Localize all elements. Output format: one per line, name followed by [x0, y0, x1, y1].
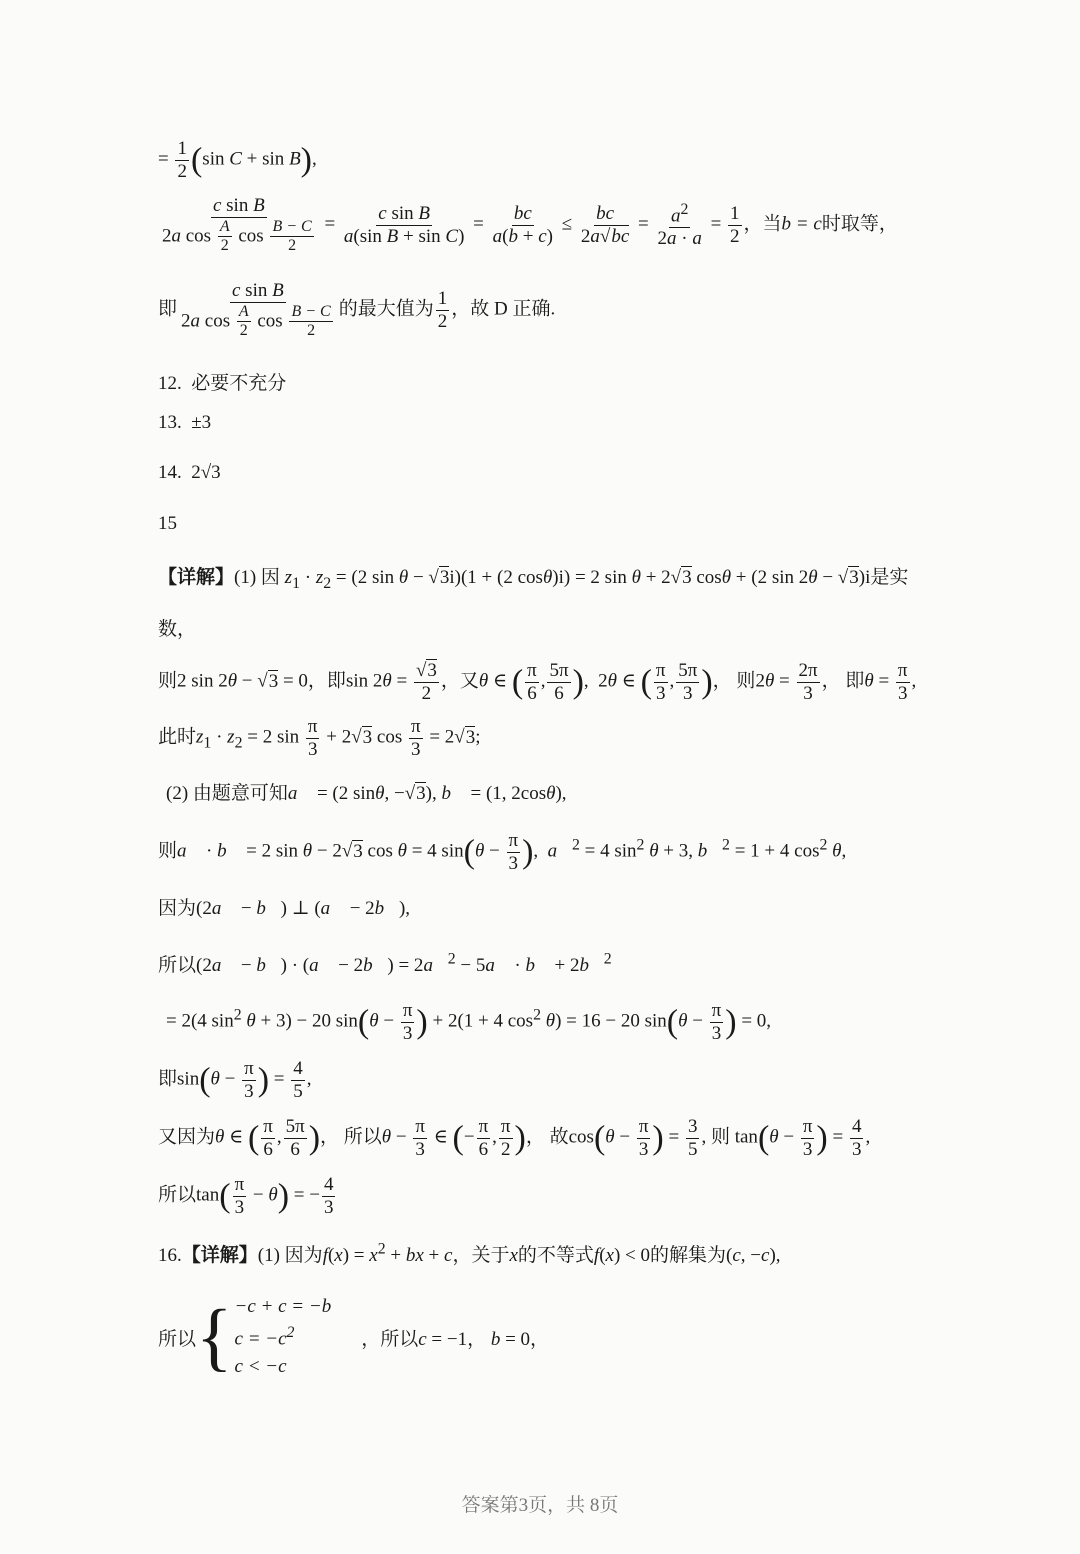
q15-part2-line-7: 又因为θ ∈ ( $\frac{\pi}{6}$ , $\frac{5\pi}{6}$ )， 所以θ − $\frac{\pi}{3}$ ∈ (− $\frac{\pi}{6}$ , $\frac{\pi}{2}$ )， 故cos(θ − $\frac{\pi}{3}$ ) = $\frac{3}{5}$ , 则 tan(θ − $\frac{\pi}{3}$ ) = $\frac{4}{3}$ , [158, 1116, 871, 1160]
text-youyinwei: 又因为 [158, 1126, 216, 1148]
text-suoyi: 所以 [158, 955, 197, 976]
text-ji: 即 [158, 298, 178, 320]
text-suoyi2: ， 所以 [320, 1126, 382, 1148]
q15-line-2 [158, 614, 196, 641]
q15-part1: (1) 因 [234, 567, 280, 588]
answer-13-num: 13. [158, 412, 182, 433]
eq-line-3: 即 c sin B 2a cos $\frac{A}{2}$ cos $\frac{B - C}{2}$ 的最大值为 $\frac{1}{2}$ ，故 D 正确. [158, 280, 556, 340]
text-ze3: 则 [158, 840, 178, 862]
answer-12-text: 必要不充分 [191, 373, 287, 394]
text-max: 的最大值为 [338, 298, 434, 320]
text-gu: ， 故 [525, 1126, 569, 1148]
equality-condition: b = c [781, 213, 822, 235]
answer-16-head: 【详解】 [181, 1245, 258, 1266]
text-yinwei: 因为 [158, 898, 197, 919]
q15-part2-line-4: 所以(2a⃗ − b⃗) · (a⃗ − 2b⃗) = 2a⃗$^2$ − 5a⃗ · b⃗ + 2b⃗$^2$ [158, 950, 612, 976]
q15-part2-line-6: 即sin(θ − $\frac{\pi}{3}$ ) = $\frac{4}{5}$ , [158, 1058, 312, 1102]
answer-16-part1: (1) [257, 1245, 280, 1266]
page-footer: 答案第3页，共 8页 [461, 1495, 619, 1516]
q15-part2-line-8: 所以tan( $\frac{\pi}{3}$ − θ) = − $\frac{4}{3}$ [158, 1174, 334, 1218]
q15-line-3: 则2 sin 2θ − √3 = 0，即sin 2θ = $\frac{√3}{2}$ ，又θ ∈ ( $\frac{\pi}{6}$ , $\frac{5\pi}{6}$ ), 2θ ∈ ( $\frac{\pi}{3}$ , $\frac{5\pi}{3}$ )， 则2θ = $\frac{2\pi}{3}$ ， 即θ = $\frac{\pi}{3}$ , [158, 660, 917, 704]
text-d-correct: ，故 D 正确. [451, 298, 556, 320]
detail-header: 【详解】 [158, 567, 235, 588]
answer-12 [158, 368, 286, 395]
text-q16c: 的不等式 [517, 1245, 594, 1266]
text-ze: 则 [158, 670, 178, 692]
text-ji2: ， 即 [821, 670, 865, 692]
answer-15-num: 15 [158, 513, 177, 534]
answer-13 [158, 412, 211, 434]
answer-16-line-1: 16.【详解】(1) 因为$f(x) = x^2$ + bx + c，关于x的不等式f(x) < 0的解集为(c, −c), [158, 1240, 781, 1266]
answer-15-label [158, 513, 177, 535]
text-q16e: 所以 [158, 1328, 197, 1350]
eq-line-1: = $\frac{1}{2}$ (sin C + sin B), [158, 138, 317, 182]
answer-16-num: 16. [158, 1245, 182, 1266]
answer-14-num: 14. [158, 462, 182, 483]
equation-system: −c + c = −b $c = -c^2$ c < −c [234, 1296, 332, 1378]
q15-part2: (2) 由题意可知 [166, 783, 288, 804]
text-you: ，又 [440, 670, 479, 692]
text-q16f: ，所以 [361, 1328, 419, 1350]
text-q16d: 的解集为 [650, 1245, 727, 1266]
eq-line-2: c sin B 2a cos $\frac{A}{2}$ cos $\frac{B - C}{2}$ = $\frac{\text{c sin B}}{\text{a(sin B + sin C)}}$ = $\frac{bc}{a(b + c)}$ ≤ $\frac{bc}{2a√bc}$ = $\frac{a^2}{2a \cdot a}$ = $\frac{1}{2}$ ，当b = c时取等， [162, 195, 898, 255]
text-ji3: 即 [158, 1068, 178, 1090]
equality-note: ，当 [743, 213, 782, 235]
q15-line-4: 此时$z_1 \cdot z_2 = 2$ sin $\frac{\pi}{3}$ + 2√3 cos $\frac{\pi}{3}$ = 2√3; [158, 716, 481, 760]
answer-13-text: ±3 [191, 412, 212, 433]
text-cishi: 此时 [158, 726, 197, 748]
text-suoyi3: 所以 [158, 1184, 197, 1206]
q15-part2-line-2: 则a⃗ · b⃗ = 2 sin θ − 2√3 cos θ = 4 sin(θ − $\frac{\pi}{3}$ ), a⃗$^2$ = 4 $\sin^2 \theta + 3$, b⃗$^2$ = 1 + 4 $\cos^2 \theta$, [158, 830, 847, 874]
equality-tail: 时取等， [821, 213, 898, 235]
text-ze2: ， 则 [712, 670, 756, 692]
answer-14-text: 2√3 [191, 462, 221, 483]
q15-part2-line-5: = 2(4 $\sin^2 \theta + 3) - 20$ sin(θ − $\frac{\pi}{3}$ ) + 2(1 + 4 $\cos^2 \theta) = 16 - 20$ sin(θ − $\frac{\pi}{3}$ ) = 0, [166, 1000, 772, 1044]
answer-14 [158, 462, 221, 484]
text-jisin: ，即 [307, 670, 346, 692]
answer-12-num: 12. [158, 373, 182, 394]
text-q16a: 因为 [284, 1245, 323, 1266]
q15-part2-line-1: (2) 由题意可知a⃗ = (2 sinθ, −√3), b⃗ = (1, 2cosθ), [166, 783, 567, 804]
text-shu: 数， [158, 619, 197, 640]
text-q16b: ，关于 [452, 1245, 510, 1266]
q15-line-1: 【详解】(1) 因 $z_1 \cdot z_2 = (2$ sin θ − √3i)(1 + (2 cosθ)i) = 2 sin θ + 2√3 cosθ + (2 sin 2θ − √3)i是实 [158, 567, 909, 592]
answer-16-line-2: 所以 { −c + c = −b $c = -c^2$ c < −c ，所以c = −1， b = 0， [158, 1295, 550, 1380]
text-shishi: 是实 [870, 567, 909, 588]
q15-part2-line-3: 因为(2a⃗ − b⃗) ⊥ (a⃗ − 2b⃗), [158, 898, 411, 919]
